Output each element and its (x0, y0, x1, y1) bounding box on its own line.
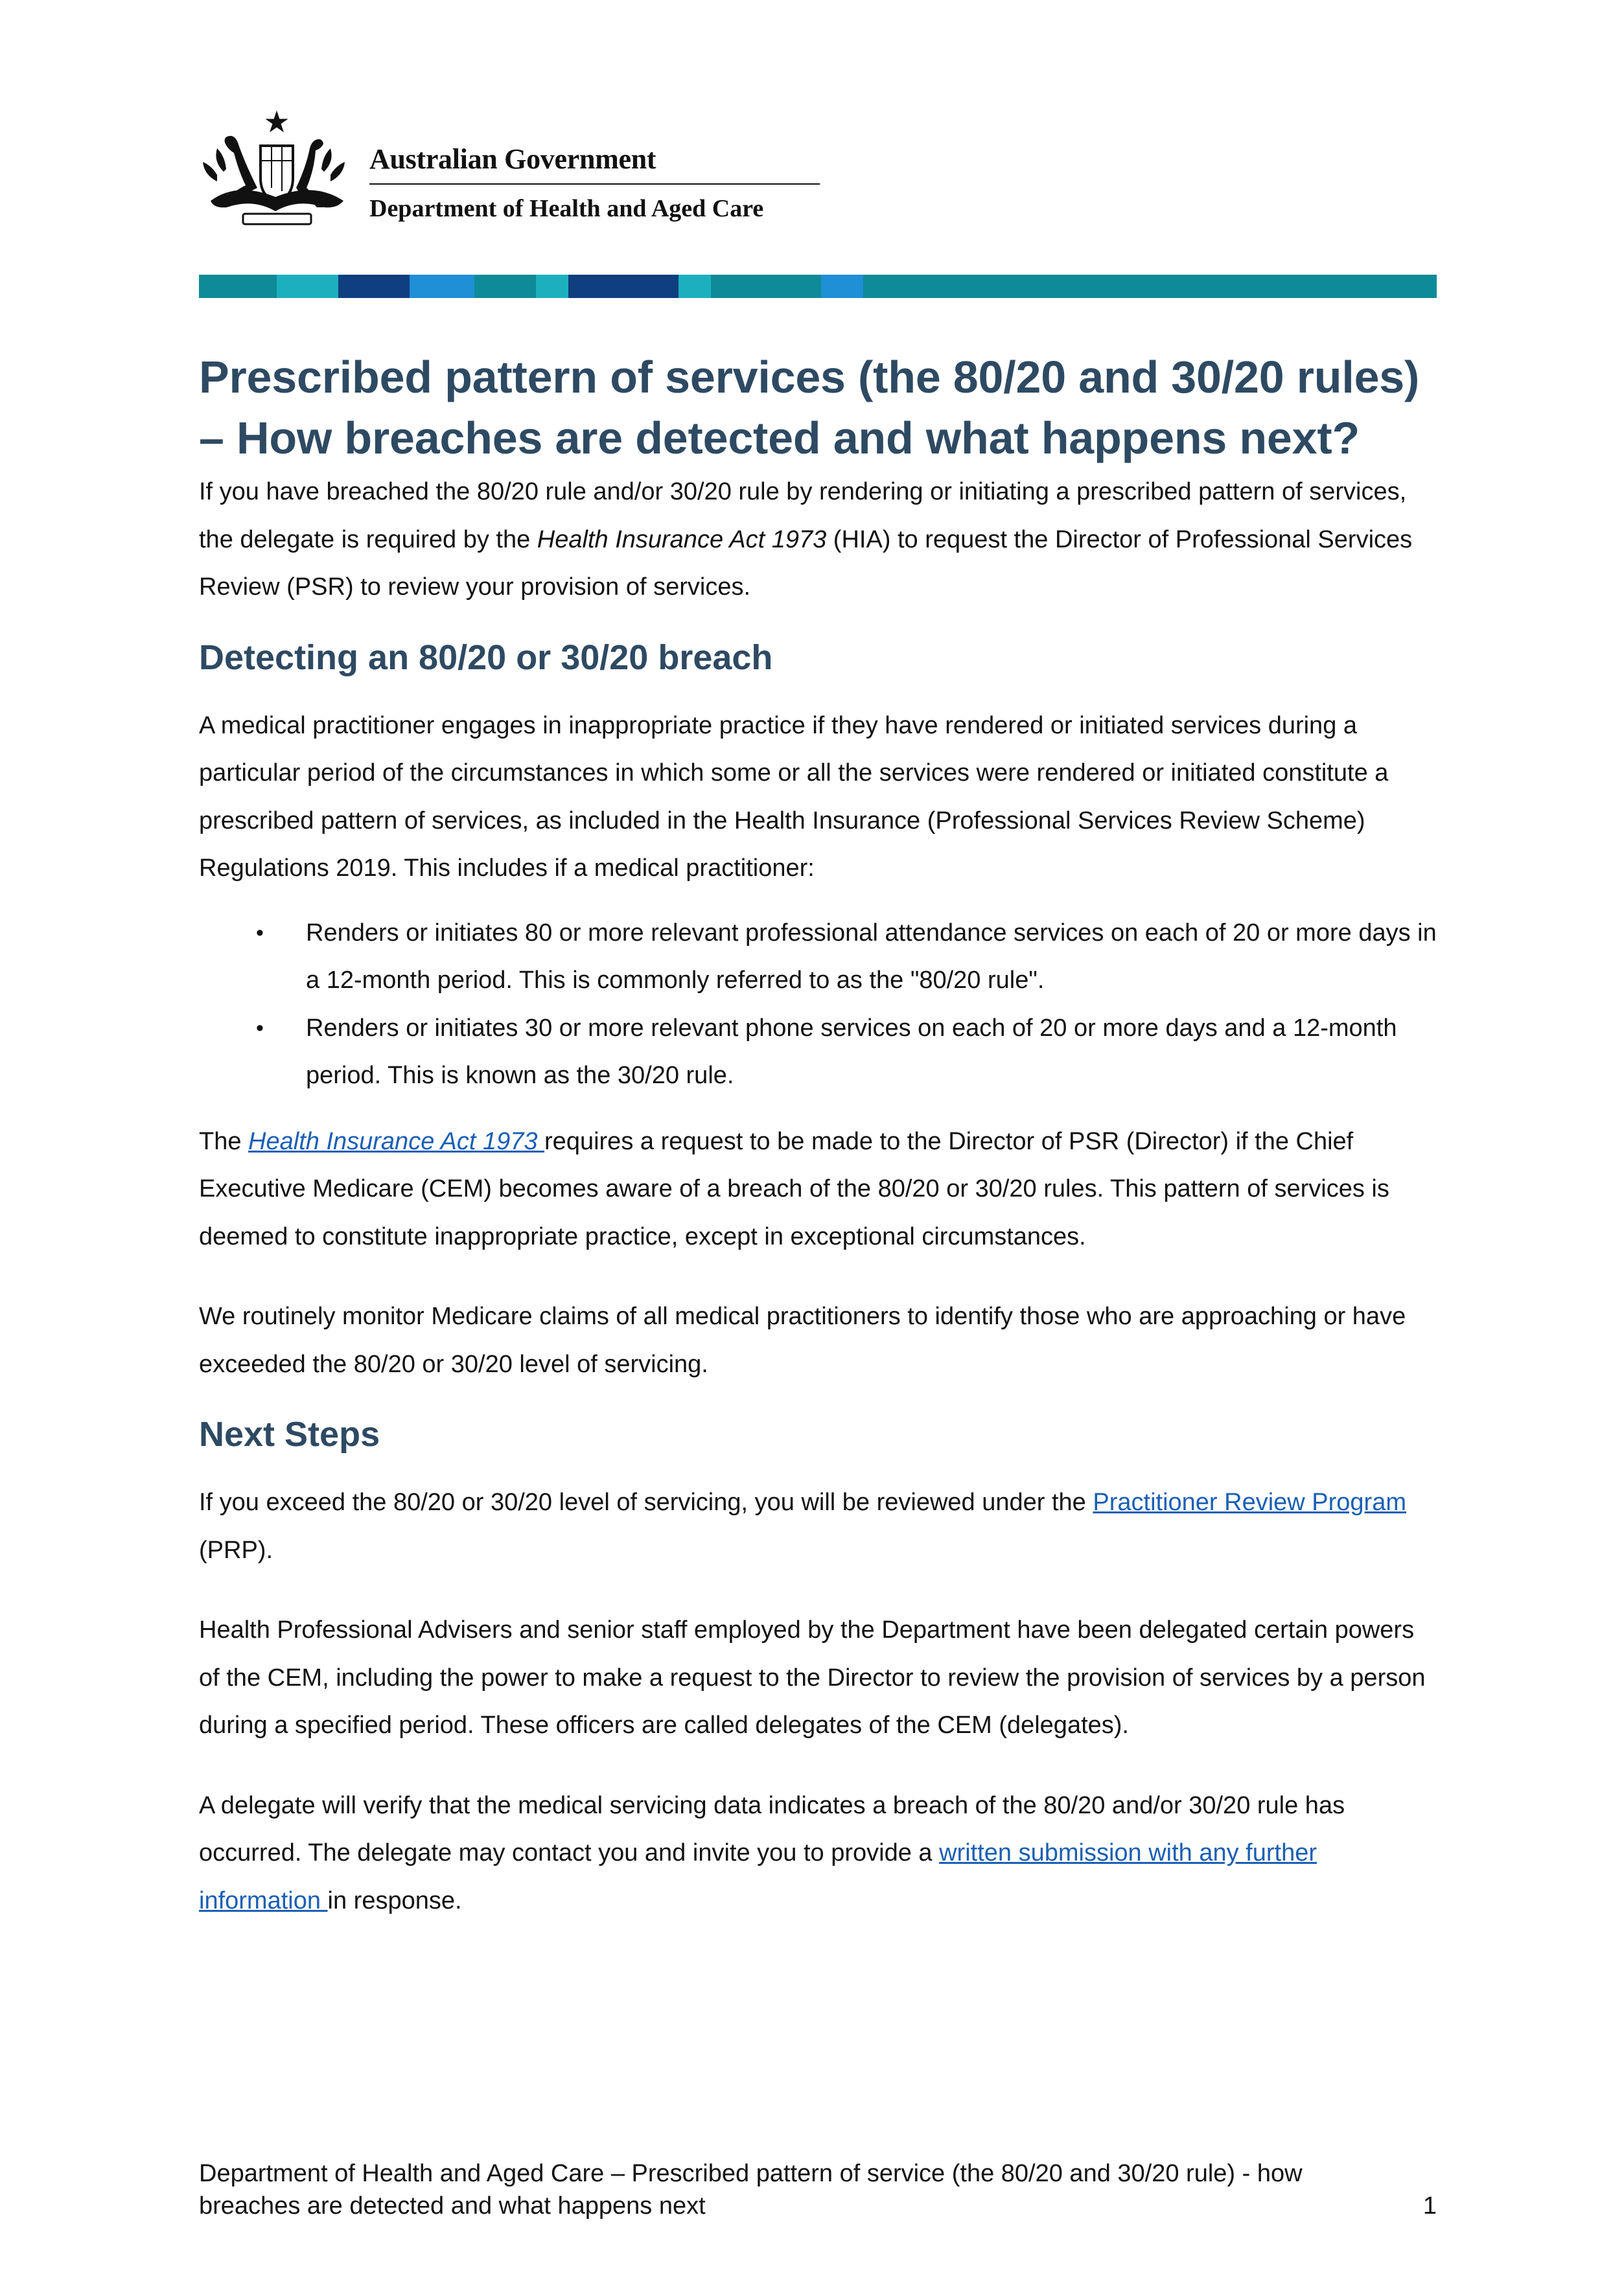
color-bar-segment (474, 275, 536, 298)
color-bar-segment (711, 275, 821, 298)
hia-link[interactable]: Health Insurance Act 1973 (248, 1127, 545, 1155)
department-name: Department of Health and Aged Care (369, 195, 764, 222)
footer-line: Department of Health and Aged Care – Prescribed pattern of service (the 80/20 and 30/20 rule) - how (199, 2160, 1303, 2187)
hia-text: The (199, 1127, 249, 1155)
bullet-icon: • (256, 920, 264, 945)
practitioner-review-program-link[interactable]: Practitioner Review Program (1093, 1489, 1406, 1516)
prp-text-cont: (PRP). (199, 1536, 273, 1564)
prp-text: If you exceed the 80/20 or 30/20 level of servicing, you will be reviewed under the (199, 1489, 1093, 1516)
intro-text: If you have breached the 80/20 rule and/or 30/20 rule by rendering or initiating a prescribed pattern of services, the delegate is required by the (199, 478, 1407, 553)
page-number: 1 (1422, 2192, 1437, 2220)
government-name: Australian Government (369, 143, 656, 175)
prp-paragraph (199, 1479, 1437, 1574)
header-divider (369, 183, 820, 185)
list-item (199, 1005, 1437, 1100)
footer-row (199, 2190, 1437, 2222)
list-item (199, 910, 1437, 1005)
section-heading-next-steps: Next Steps (199, 1415, 380, 1454)
footer-line: breaches are detected and what happens next (199, 2192, 706, 2220)
color-bar-segment (338, 275, 410, 298)
verify-text: A delegate will verify that the medical servicing data indicates a breach of the 80/20 and/or 30/20 rule has occurred. The delegate may contact you and invite you to provide a (199, 1791, 1345, 1866)
list-item-text: Renders or initiates 80 or more relevant professional attendance services on each of 20 or more days in a 12-month period. This is commonly referred to as the "80/20 rule". (306, 919, 1437, 994)
section-heading-detecting: Detecting an 80/20 or 30/20 breach (199, 637, 773, 677)
intro-text-cont: (HIA) to request the Director of Professional Services Review (PSR) to review your provision of services. (199, 525, 1413, 601)
header-color-bar (199, 275, 1437, 298)
page-title: Prescribed pattern of services (the 80/20 and 30/20 rules) – How breaches are detected and what happens next? (199, 352, 1420, 463)
act-name: Health Insurance Act 1973 (537, 525, 827, 553)
written-submission-link[interactable]: written submission with any further information (199, 1839, 1317, 1914)
hia-text-cont: requires a request to be made to the Director of PSR (Director) if the Chief Executive Medicare (CEM) becomes aware of a breach of the 80/20 or 30/20 rules. This pattern of services is deemed to constitute inappropriate practice, except in exceptional circumstances. (199, 1127, 1389, 1250)
intro-paragraph (199, 468, 1437, 612)
color-bar-segment (199, 275, 277, 298)
page-footer (199, 2157, 1437, 2222)
monitor-paragraph: We routinely monitor Medicare claims of all medical practitioners to identify those who are approaching or have exceeded the 80/20 or 30/20 level of servicing. (199, 1303, 1406, 1378)
color-bar-segment (277, 275, 338, 298)
color-bar-segment (410, 275, 474, 298)
list-item-text: Renders or initiates 30 or more relevant phone services on each of 20 or more days and a 12-month period. This is known as the 30/20 rule. (306, 1014, 1397, 1089)
breach-rules-list (199, 910, 1437, 1100)
bullet-icon: • (256, 1015, 264, 1040)
color-bar-segment (679, 275, 711, 298)
detecting-paragraph: A medical practitioner engages in inappropriate practice if they have rendered or initiated services during a particular period of the circumstances in which some or all the services were rendered or initiated constitute a prescribed pattern of services, as included in the Health Insurance (Professional Services Review Scheme) Regulations 2019. This includes if a medical practitioner: (199, 711, 1389, 882)
verify-paragraph (199, 1782, 1437, 1925)
verify-text-cont: in response. (327, 1887, 462, 1914)
document-body (199, 347, 1437, 1925)
color-bar-segment (863, 275, 1437, 298)
hia-paragraph (199, 1118, 1437, 1261)
color-bar-segment (568, 275, 679, 298)
delegates-paragraph: Health Professional Advisers and senior staff employed by the Department have been delegated certain powers of the CEM, including the power to make a request to the Director to review the provision of services by a person during a specified period. These officers are called delegates of the CEM (delegates). (199, 1616, 1426, 1739)
color-bar-segment (536, 275, 568, 298)
color-bar-segment (821, 275, 863, 298)
coat-of-arms-icon (198, 110, 356, 230)
